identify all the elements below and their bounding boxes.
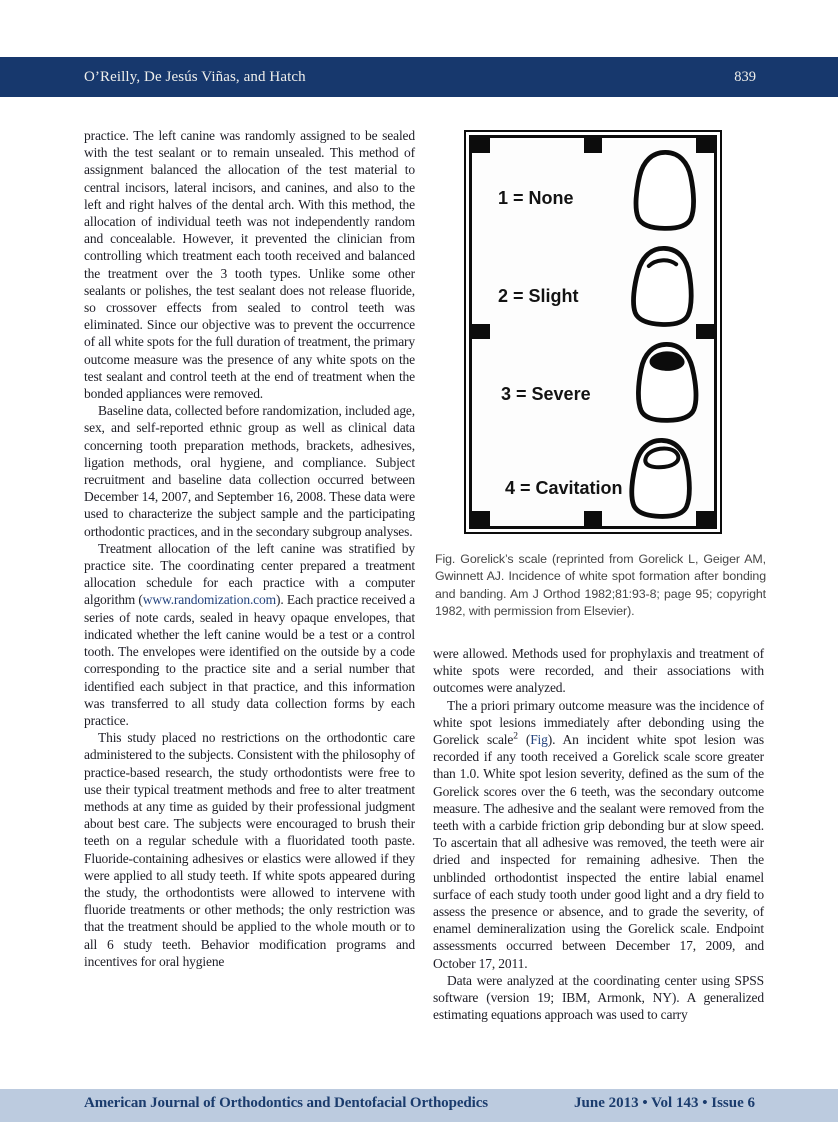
figure-caption-text: Gorelick’s scale (reprinted from Gorelick L, Geiger AM, Gwinnett AJ. Incidence of white spot formation after bonding and banding. Am J Orthod 1982;81:93-8; page 95; copyright 1982, with permission from Elsevier).	[435, 552, 766, 619]
paragraph	[84, 540, 415, 729]
running-header-authors: O’Reilly, De Jesús Viñas, and Hatch	[84, 68, 306, 85]
tooth-severe-illustration	[626, 337, 708, 426]
paragraph-text: Treatment allocation of the left canine was stratified by practice site. The coordinating center prepared a treatment allocation schedule for each practice with a computer algorithm (	[84, 540, 415, 608]
paragraph-text: ). Each practice received a series of note cards, sealed in heavy opaque envelopes, that indicated whether the left canine would be a test or a control tooth. The envelopes were identified on the outside by a code corresponding to the practice site and a serial number that identified each subject in that practice, and this information was transferred to all study data collection forms by each practice.	[84, 592, 415, 728]
scale-label-severe: 3 = Severe	[501, 384, 591, 404]
footer-issue-info: June 2013 • Vol 143 • Issue 6	[574, 1095, 755, 1111]
figure-caption-label: Fig.	[435, 552, 456, 566]
footer-bar	[0, 1089, 838, 1122]
paragraph-text: The a priori primary outcome measure was the incidence of white spot lesions immediately after debonding using the Gorelick scale	[433, 697, 764, 748]
registration-mark	[472, 324, 490, 339]
randomization-link[interactable]: www.randomization.com	[142, 592, 276, 608]
paragraph: practice. The left canine was randomly assigned to be sealed with the test sealant or to remain unsealed. This method of assignment balanced the allocation of the test material to central incisors, lateral incisors, and canines, and also to the left and right halves of the dental arch. With this method, the allocation of individual teeth was not independently random and concealable. However, it prevented the clinician from controlling which treatment each tooth received and balanced the treatment over the 3 tooth types. Unlike some other sealants or polishes, the test sealant does not release fluoride, so crossover effects from sealed to control teeth was eliminated. Since our objective was to prevent the occurrence of all white spots for the full duration of treatment, the primary outcome measure was the presence of any white spots on the test sealant and control teeth at the end of treatment when the bonded appliances were removed.	[84, 128, 415, 402]
page-number: 839	[734, 68, 756, 85]
footer-journal-title: American Journal of Orthodontics and Dentofacial Orthopedics	[84, 1095, 488, 1111]
tooth-cavitation-illustration	[619, 433, 702, 524]
right-column	[433, 645, 764, 1023]
paragraph-text: (	[517, 732, 531, 748]
tooth-none-illustration	[624, 145, 706, 234]
paragraph-text: ). An incident white spot lesion was recorded if any tooth received a Gorelick scale score greater than 1.0. White spot lesion severity, defined as the sum of the Gorelick scores over the 6 teeth, was the secondary outcome measure. The adhesive and the sealant were removed from the teeth with a carbide friction grip debonding bur at slow speed. To ascertain that all adhesive was removed, the teeth were air dried and inspected for remaining adhesive. Then the unblinded orthodontist inspected the entire labial enamel surface of each study tooth under good light and a dry field to assess the presence or absence, and to grade the severity, of enamel demineralization using the Gorelick scale. Endpoint assessments occurred between December 17, 2009, and October 17, 2011.	[433, 732, 764, 971]
reference-superscript[interactable]: 2	[513, 731, 518, 742]
scale-label-none: 1 = None	[498, 188, 574, 208]
running-header-bar	[0, 57, 838, 97]
scale-label-slight: 2 = Slight	[498, 286, 579, 306]
tooth-slight-illustration	[621, 240, 705, 332]
registration-mark	[584, 511, 602, 526]
paragraph: were allowed. Methods used for prophylaxis and treatment of white spots were recorded, and their associations with outcomes were analyzed.	[433, 646, 764, 696]
paragraph	[433, 697, 764, 972]
left-column	[84, 127, 415, 970]
scale-label-cavitation: 4 = Cavitation	[505, 478, 623, 498]
gorelick-scale-figure-inner	[469, 135, 717, 529]
paragraph: This study placed no restrictions on the orthodontic care administered to the subjects. Consistent with the philosophy of practice-based research, the study orthodontists were free to use their typical treatment methods and free to alter treatment methods at any time as guided by their professional judgment about best care. The subjects were encouraged to brush their teeth on a regular schedule with a fluoridated tooth paste. Fluoride-containing adhesives or elastics were allowed if they were applied to all study teeth. If white spots appeared during the study, the orthodontists were allowed to intervene with fluoride treatments or other methods; the only restriction was that the treatment should be applied to the whole mouth or to all 6 study teeth. Behavior modification programs and incentives for oral hygiene	[84, 730, 415, 969]
registration-mark	[584, 138, 602, 153]
registration-mark	[472, 511, 490, 526]
paragraph: Data were analyzed at the coordinating center using SPSS software (version 19; IBM, Armonk, NY). A generalized estimating equations approach was used to carry	[433, 972, 764, 1023]
figure-caption	[435, 551, 766, 621]
figure-reference-link[interactable]: Fig	[530, 732, 548, 748]
paragraph: Baseline data, collected before randomization, included age, sex, and self-reported ethnic group as well as clinical data concerning tooth preparation methods, brackets, adhesives, ligation methods, oral hygiene, and compliance. Subject recruitment and baseline data collection occurred between December 14, 2007, and September 16, 2008. These data were used to characterize the subject sample and the participating orthodontic practices, and in the secondary subgroup analyses.	[84, 403, 415, 539]
gorelick-scale-figure	[464, 130, 722, 534]
registration-mark	[472, 138, 490, 153]
